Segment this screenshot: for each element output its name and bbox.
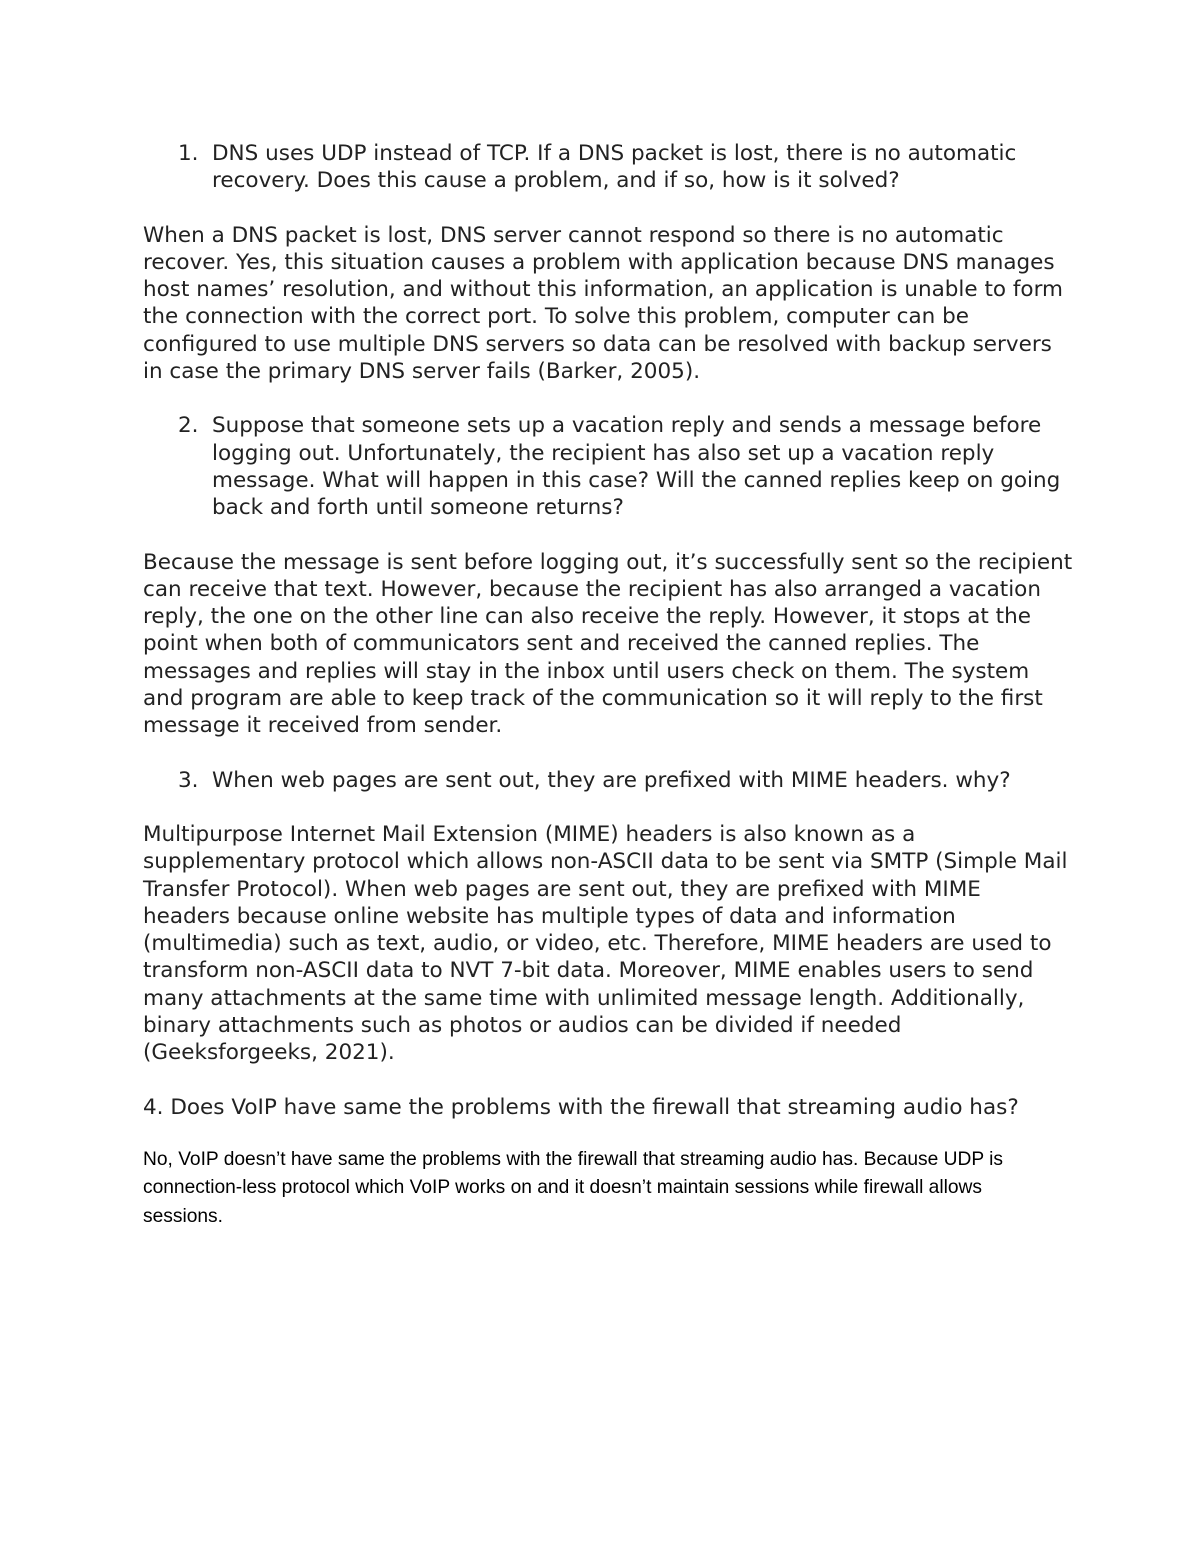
question-3 <box>143 767 1073 794</box>
question-1-number: 1. <box>178 141 199 166</box>
answer-1: When a DNS packet is lost, DNS server cannot respond so there is no automatic recover. Yes, this situation causes a problem with application because DNS manages host names’ resolution, and without this information, an application is unable to form the connection with the correct port. To solve this problem, computer can be configured to use multiple DNS servers so data can be resolved with backup servers in case the primary DNS server fails (Barker, 2005). <box>143 222 1063 385</box>
question-1 <box>143 140 1073 195</box>
question-1-text: DNS uses UDP instead of TCP. If a DNS packet is lost, there is no automatic recovery. Does this cause a problem, and if so, how is it solved? <box>212 141 1017 194</box>
document-body <box>143 140 1073 1231</box>
question-2-number: 2. <box>178 413 199 439</box>
question-3-text: When web pages are sent out, they are prefixed with MIME headers. why? <box>212 767 1011 793</box>
answer-3: Multipurpose Internet Mail Extension (MIME) headers is also known as a supplementary protocol which allows non-ASCII data to be sent via SMTP (Simple Mail Transfer Protocol). When web pages are sent out, they are prefixed with MIME headers because online website has multiple types of data and information (multimedia) such as text, audio, or video, etc. Therefore, MIME headers are used to transform non-ASCII data to NVT 7-bit data. Moreover, MIME enables users to send many attachments at the same time with unlimited message length. Additionally, binary attachments such as photos or audios can be divided if needed (Geeksforgeeks, 2021). <box>143 821 1068 1066</box>
answer-2: Because the message is sent before logging out, it’s successfully sent so the recipient can receive that text. However, because the recipient has also arranged a vacation reply, the one on the other line can also receive the reply. However, it stops at the point when both of communicators sent and received the canned replies. The messages and replies will stay in the inbox until users check on them. The system and program are able to keep track of the communication so it will reply to the first message it received from sender. <box>143 549 1073 739</box>
answer-4: No, VoIP doesn’t have same the problems with the firewall that streaming audio has. Because UDP is connection-less protocol which VoIP works on and it doesn’t maintain sessions while firewall allows sessions. <box>143 1148 1003 1227</box>
question-4-text: 4. Does VoIP have same the problems with the firewall that streaming audio has? <box>143 1094 1019 1120</box>
question-2 <box>143 412 1073 521</box>
question-2-text: Suppose that someone sets up a vacation reply and sends a message before logging out. Unfortunately, the recipient has also set up a vacation reply message. What will happen in this case? Will the canned replies keep on going back and forth until someone returns? <box>212 413 1061 521</box>
question-3-number: 3. <box>178 767 199 793</box>
